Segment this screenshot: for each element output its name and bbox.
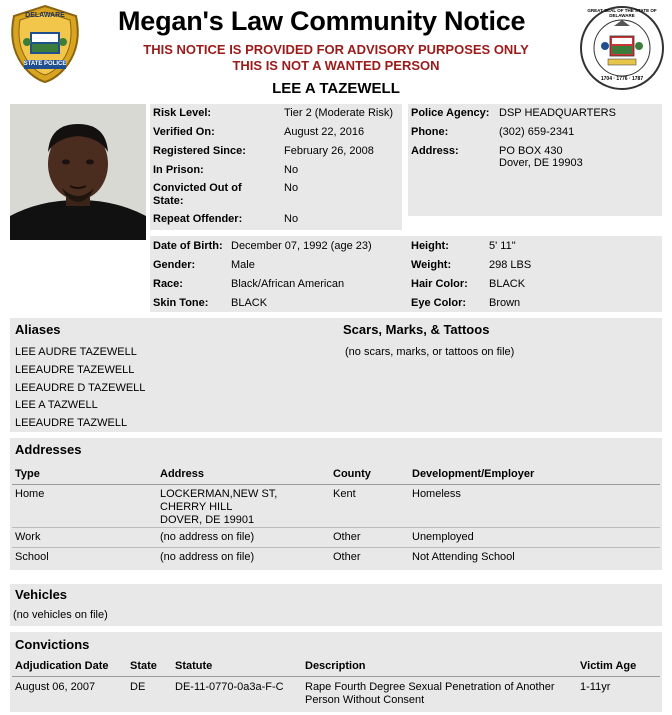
eye-color-value: Brown	[489, 297, 521, 309]
address-employer: Not Attending School	[412, 551, 515, 563]
badge-top-text: DELAWARE	[25, 12, 65, 19]
advisory-warning: THIS NOTICE IS PROVIDED FOR ADVISORY PURPOSES ONLY	[143, 42, 529, 57]
not-wanted-warning: THIS IS NOT A WANTED PERSON	[232, 58, 440, 73]
scars-text: (no scars, marks, or tattoos on file)	[345, 346, 515, 358]
height-label: Height:	[411, 240, 449, 252]
address-county: Other	[333, 551, 361, 563]
phone-label: Phone:	[411, 126, 449, 138]
verified-on-value: August 22, 2016	[284, 126, 365, 138]
convictions-col-state: State	[130, 660, 157, 672]
registered-since-label: Registered Since:	[153, 145, 246, 157]
risk-level-value: Tier 2 (Moderate Risk)	[284, 107, 394, 119]
agency-address-line1: PO BOX 430	[499, 145, 563, 157]
alias-item: LEEAUDRE TAZWELL	[15, 417, 128, 429]
vehicles-heading: Vehicles	[15, 587, 68, 602]
police-agency-value: DSP HEADQUARTERS	[499, 107, 616, 119]
conviction-description: Rape Fourth Degree Sexual Penetration of Another	[305, 681, 555, 693]
vehicles-text: (no vehicles on file)	[13, 609, 108, 621]
weight-label: Weight:	[411, 259, 452, 271]
skin-tone-value: BLACK	[231, 297, 268, 309]
address-employer: Unemployed	[412, 531, 474, 543]
weight-value: 298 LBS	[489, 259, 532, 271]
dob-label: Date of Birth:	[153, 240, 223, 252]
skin-tone-label: Skin Tone:	[153, 297, 209, 309]
address-county: Kent	[333, 488, 356, 500]
aliases-heading: Aliases	[15, 322, 61, 337]
address-line: CHERRY HILL	[160, 501, 233, 513]
phone-value: (302) 659-2341	[499, 126, 575, 138]
addresses-col-address: Address	[160, 468, 205, 480]
alias-item: LEE A TAZWELL	[15, 399, 98, 411]
address-line: (no address on file)	[160, 551, 255, 563]
repeat-offender-label: Repeat Offender:	[153, 213, 243, 225]
in-prison-label: In Prison:	[153, 164, 204, 176]
conviction-date: August 06, 2007	[15, 681, 96, 693]
delaware-seal	[578, 4, 666, 92]
gender-value: Male	[231, 259, 255, 271]
address-line: DOVER, DE 19901	[160, 514, 255, 526]
hair-color-label: Hair Color:	[411, 278, 468, 290]
agency-address-label: Address:	[411, 145, 459, 157]
offender-name: LEE A TAZEWELL	[272, 80, 400, 97]
address-line: (no address on file)	[160, 531, 255, 543]
physical-panel	[150, 236, 662, 312]
in-prison-value: No	[284, 164, 299, 176]
agency-address-line2: Dover, DE 19903	[499, 157, 583, 169]
scars-heading: Scars, Marks, & Tattoos	[343, 322, 490, 337]
address-type: Home	[15, 488, 45, 500]
convictions-header-divider	[12, 676, 660, 677]
alias-item: LEEAUDRE D TAZEWELL	[15, 382, 146, 394]
addresses-col-employer: Development/Employer	[412, 468, 535, 480]
repeat-offender-value: No	[284, 213, 299, 225]
gender-label: Gender:	[153, 259, 196, 271]
conviction-statute: DE-11-0770-0a3a-F-C	[175, 681, 284, 693]
police-agency-label: Police Agency:	[411, 107, 490, 119]
address-employer: Homeless	[412, 488, 461, 500]
race-label: Race:	[153, 278, 183, 290]
conviction-state: DE	[130, 681, 146, 693]
page-title: Megan's Law Community Notice	[118, 6, 526, 36]
registered-since-value: February 26, 2008	[284, 145, 374, 157]
addresses-col-county: County	[333, 468, 371, 480]
conviction-victim-age: 1-11yr	[580, 681, 611, 693]
convictions-col-date: Adjudication Date	[15, 660, 109, 672]
offender-photo	[10, 104, 146, 240]
alias-item: LEEAUDRE TAZEWELL	[15, 364, 135, 376]
address-type: School	[15, 551, 49, 563]
badge-bottom-text: STATE POLICE	[23, 61, 67, 67]
conviction-description: Person Without Consent	[305, 694, 425, 706]
risk-level-label: Risk Level:	[153, 107, 212, 119]
alias-item: LEE AUDRE TAZEWELL	[15, 346, 137, 358]
addresses-header-divider	[12, 484, 660, 485]
addresses-col-type: Type	[15, 468, 40, 480]
addresses-heading: Addresses	[15, 442, 82, 457]
addresses-row-divider	[12, 547, 660, 548]
seal-text: GREAT SEAL OF THE STATE OF DELAWARE	[587, 8, 657, 18]
hair-color-value: BLACK	[489, 278, 526, 290]
verified-on-label: Verified On:	[153, 126, 215, 138]
address-line: LOCKERMAN,NEW ST,	[160, 488, 278, 500]
dob-value: December 07, 1992 (age 23)	[231, 240, 372, 252]
convictions-col-description: Description	[305, 660, 366, 672]
addresses-row-divider	[12, 527, 660, 528]
convicted-out-value: No	[284, 182, 299, 194]
convictions-heading: Convictions	[15, 637, 90, 652]
convictions-col-victim-age: Victim Age	[580, 660, 637, 672]
height-value: 5' 11"	[489, 240, 516, 252]
race-value: Black/African American	[231, 278, 345, 290]
state-police-badge	[6, 4, 84, 84]
seal-years: 1704 · 1776 · 1787	[600, 76, 644, 82]
convicted-out-label-line2: State:	[153, 195, 184, 207]
vehicles-panel	[10, 584, 662, 626]
address-county: Other	[333, 531, 361, 543]
convicted-out-label-line1: Convicted Out of	[153, 182, 242, 194]
convictions-col-statute: Statute	[175, 660, 213, 672]
address-type: Work	[15, 531, 41, 543]
eye-color-label: Eye Color:	[411, 297, 467, 309]
